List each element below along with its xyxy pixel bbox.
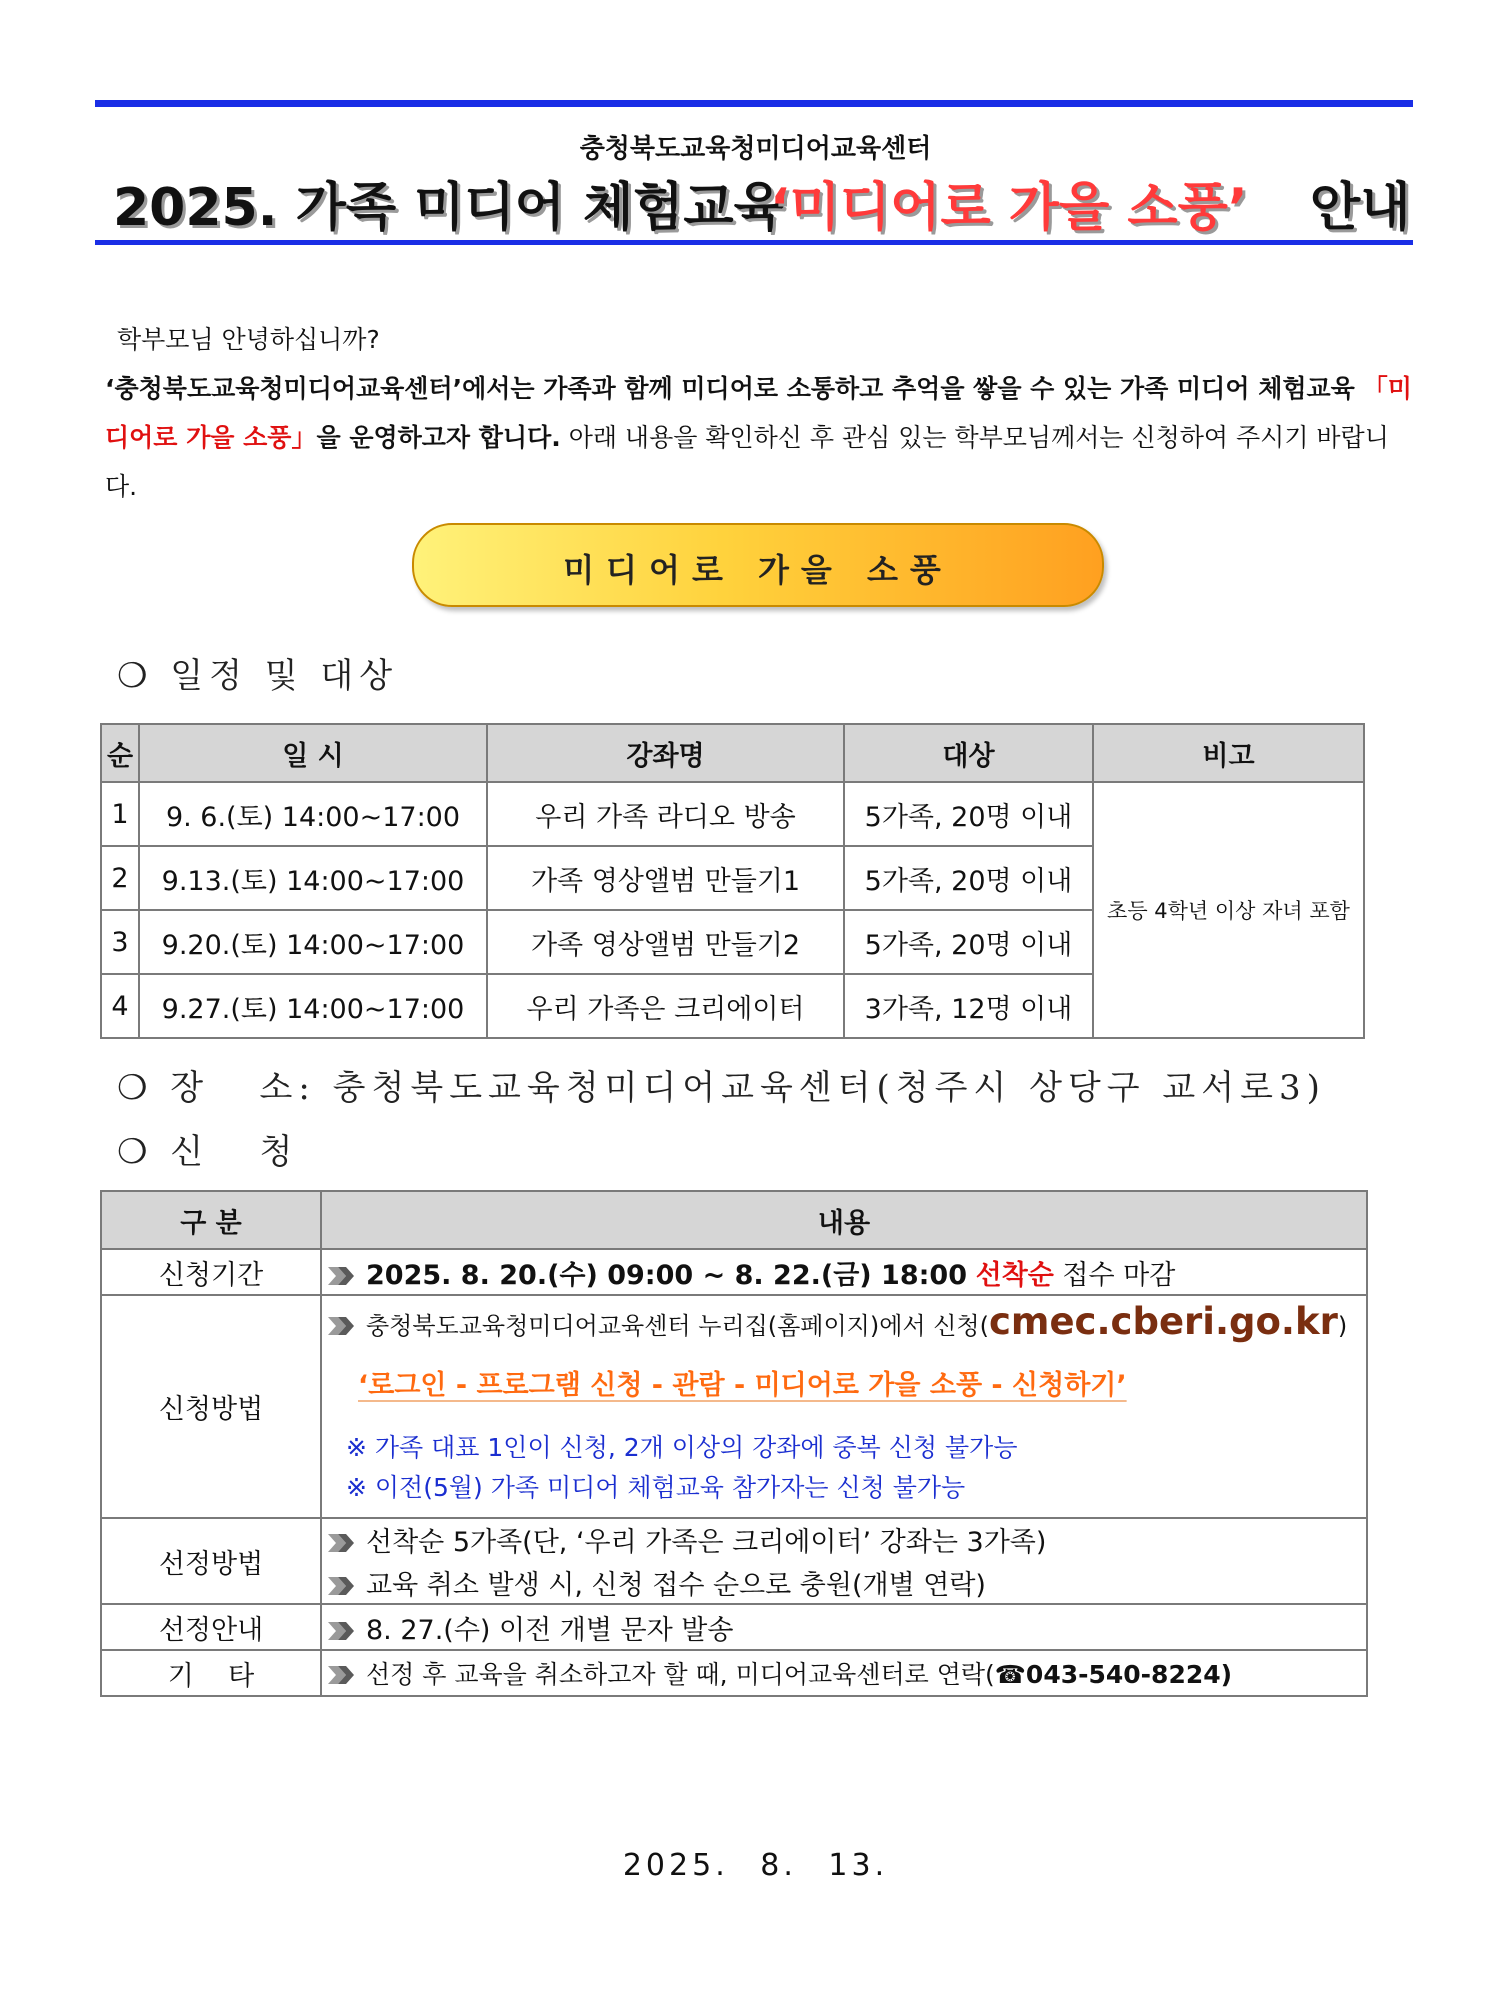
col-category: 구 분 (101, 1191, 321, 1249)
row-no: 4 (101, 974, 139, 1038)
intro-bold2: 을 운영하고자 합니다. (316, 423, 561, 452)
selection-2: 교육 취소 발생 시, 신청 접수 순으로 충원(개별 연락) (366, 1570, 986, 1601)
table-row (101, 1249, 1367, 1295)
etc-label: 기 타 (101, 1650, 321, 1696)
row-target: 5가족, 20명 이내 (844, 846, 1093, 910)
greeting: 학부모님 안녕하십니까? (117, 325, 380, 354)
etc-text: 선정 후 교육을 취소하고자 할 때, 미디어교육센터로 연락( (366, 1660, 995, 1689)
method-content (321, 1295, 1367, 1518)
row-course: 우리 가족 라디오 방송 (487, 782, 844, 846)
table-row (101, 1295, 1367, 1518)
method-text: 충청북도교육청미디어교육센터 누리집(홈페이지)에서 신청( (366, 1312, 989, 1340)
etc-phone: 043-540-8224) (1025, 1660, 1233, 1689)
row-datetime: 9. 6.(토) 14:00~17:00 (139, 782, 487, 846)
arrow-bullet-icon (328, 1315, 356, 1337)
intro-paragraph (105, 364, 1415, 511)
phone-icon: ☎ (994, 1660, 1026, 1689)
method-label: 신청방법 (101, 1295, 321, 1518)
col-course: 강좌명 (487, 724, 844, 782)
arrow-bullet-icon (328, 1532, 356, 1554)
intro-red: 「미디어로 가을 소풍」 (105, 374, 1412, 452)
section-apply: ❍ 신 청 (117, 1132, 299, 1172)
note-cell: 초등 4학년 이상 자녀 포함 (1093, 782, 1364, 1038)
row-course: 우리 가족은 크리에이터 (487, 974, 844, 1038)
homepage-link[interactable]: cmec.cberi.go.kr (988, 1300, 1338, 1343)
method-note2: ※ 이전(5월) 가족 미디어 체험교육 참가자는 신청 불가능 (346, 1473, 966, 1502)
arrow-bullet-icon (328, 1265, 356, 1287)
bottom-rule (95, 240, 1413, 245)
col-target: 대상 (844, 724, 1093, 782)
intro-bold: ‘충청북도교육청미디어교육센터’에서는 가족과 함께 미디어로 소통하고 추억을 쌓을 수 있는 가족 미디어 체험교육 (105, 374, 1355, 403)
top-rule (95, 100, 1413, 107)
notice-content (321, 1604, 1367, 1650)
apply-table (100, 1190, 1368, 1697)
apply-path: ‘로그인 - 프로그램 신청 - 관람 - 미디어로 가을 소풍 - 신청하기’ (358, 1370, 1127, 1401)
title-part2: ‘미디어로 가을 소풍’ (770, 178, 1248, 238)
period-label: 신청기간 (101, 1249, 321, 1295)
col-no: 순 (101, 724, 139, 782)
selection-1: 선착순 5가족(단, ‘우리 가족은 크리에이터’ 강좌는 3가족) (366, 1527, 1047, 1558)
row-target: 5가족, 20명 이내 (844, 782, 1093, 846)
subtitle: 충청북도교육청미디어교육센터 (579, 134, 932, 164)
row-target: 3가족, 12명 이내 (844, 974, 1093, 1038)
row-target: 5가족, 20명 이내 (844, 910, 1093, 974)
row-no: 1 (101, 782, 139, 846)
table-row (101, 1650, 1367, 1696)
page-title (95, 165, 1413, 238)
col-datetime: 일 시 (139, 724, 487, 782)
row-datetime: 9.20.(토) 14:00~17:00 (139, 910, 487, 974)
row-course: 가족 영상앨범 만들기2 (487, 910, 844, 974)
arrow-bullet-icon (328, 1575, 356, 1597)
period-text: 2025. 8. 20.(수) 09:00 ~ 8. 22.(금) 18:00 (366, 1259, 967, 1291)
arrow-bullet-icon (328, 1664, 356, 1686)
period-tail: 접수 마감 (1062, 1259, 1176, 1291)
banner-text: 미디어로 가을 소풍 (563, 551, 953, 589)
schedule-table (100, 723, 1365, 1039)
table-row (101, 1518, 1367, 1604)
row-datetime: 9.13.(토) 14:00~17:00 (139, 846, 487, 910)
etc-content (321, 1650, 1367, 1696)
selection-content (321, 1518, 1367, 1604)
selection-label: 선정방법 (101, 1518, 321, 1604)
section-place: ❍ 장 소: 충청북도교육청미디어교육센터(청주시 상당구 교서로3) (117, 1068, 1326, 1108)
notice-label: 선정안내 (101, 1604, 321, 1650)
title-part3: 안내 (1310, 178, 1411, 238)
title-part1: 2025. 가족 미디어 체험교육 (113, 178, 784, 238)
col-content: 내용 (321, 1191, 1367, 1249)
row-datetime: 9.27.(토) 14:00~17:00 (139, 974, 487, 1038)
table-row (101, 1604, 1367, 1650)
notice-text: 8. 27.(수) 이전 개별 문자 발송 (366, 1614, 734, 1646)
program-banner (412, 523, 1104, 607)
arrow-bullet-icon (328, 1620, 356, 1642)
row-no: 2 (101, 846, 139, 910)
intro-rest: 아래 내용을 확인하신 후 관심 있는 학부모님께서는 신청하여 주시기 바랍니다. (105, 423, 1389, 501)
footer-date: 2025. 8. 13. (622, 1848, 889, 1883)
period-content (321, 1249, 1367, 1295)
row-no: 3 (101, 910, 139, 974)
method-note1: ※ 가족 대표 1인이 신청, 2개 이상의 강좌에 중복 신청 불가능 (346, 1433, 1018, 1462)
method-close: ) (1337, 1312, 1348, 1340)
section-schedule: ❍ 일정 및 대상 (117, 656, 399, 696)
period-first-come: 선착순 (975, 1259, 1054, 1291)
col-note: 비고 (1093, 724, 1364, 782)
row-course: 가족 영상앨범 만들기1 (487, 846, 844, 910)
table-row (101, 782, 1364, 846)
